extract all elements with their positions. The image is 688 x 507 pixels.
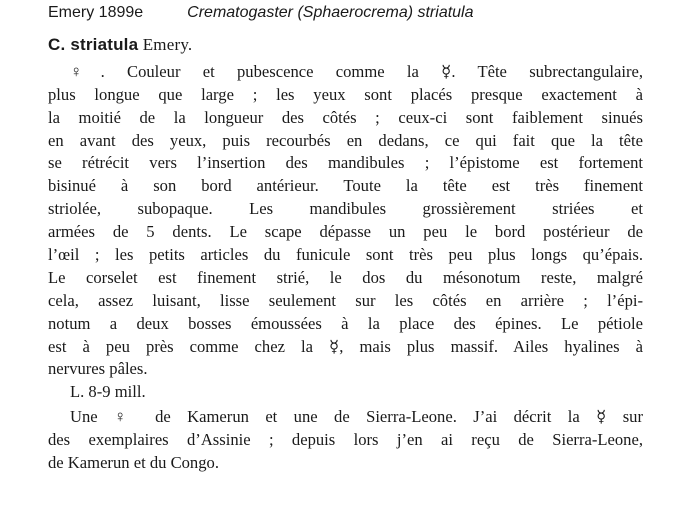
text-line: est à peu près comme chez la ☿, mais plus massif. Ailes hyalines à	[48, 336, 643, 356]
text-line: plus longue que large ; les yeux sont placés presque exactement à	[48, 84, 643, 104]
text-line: de Kamerun et du Congo.	[48, 453, 219, 473]
page-header	[48, 4, 474, 26]
text-line: l’œil ; les petits articles du funicule sont très peu plus longs qu’épais.	[48, 245, 643, 265]
text-line: Le corselet est finement strié, le dos du mésonotum reste, malgré	[48, 267, 643, 287]
species-name: C. striatula	[48, 35, 139, 54]
header-author: Emery 1899e	[48, 4, 144, 21]
text-line: en avant des yeux, puis recourbés en dedans, ce qui fait que la tête	[48, 130, 643, 150]
description-paragraph	[48, 61, 643, 381]
text-line: ♀. Couleur et pubescence comme la ☿. Tête subrectangulaire,	[70, 61, 643, 81]
distribution-paragraph	[48, 406, 643, 475]
header-taxon: Crematogaster (Sphaerocrema) striatula	[187, 4, 474, 21]
text-line: striolée, subopaque. Les mandibules grossièrement striées et	[48, 199, 643, 219]
species-author: Emery.	[142, 35, 193, 54]
text-line: nervures pâles.	[48, 359, 148, 379]
text-line: des exemplaires d’Assinie ; depuis lors j’en ai reçu de Sierra-Leone,	[48, 430, 643, 450]
document-body	[48, 34, 643, 475]
text-line: bisinué à son bord antérieur. Toute la tête est très finement	[48, 176, 643, 196]
text-line: notum a deux bosses émoussées à la place des épines. Le pétiole	[48, 313, 643, 333]
text-line: armées de 5 dents. Le scape dépasse un peu le bord postérieur de	[48, 222, 643, 242]
text-line: se rétrécit vers l’insertion des mandibules ; l’épistome est fortement	[48, 153, 643, 173]
species-heading	[48, 34, 643, 57]
text-line: Une ♀ de Kamerun et une de Sierra-Leone. J’ai décrit la ☿ sur	[70, 407, 643, 427]
text-line: la moitié de la longueur des côtés ; ceux-ci sont faiblement sinués	[48, 107, 643, 127]
text-line: cela, assez luisant, lisse seulement sur les côtés en arrière ; l’épi-	[48, 290, 643, 310]
measurement-line: L. 8-9 mill.	[70, 382, 146, 402]
